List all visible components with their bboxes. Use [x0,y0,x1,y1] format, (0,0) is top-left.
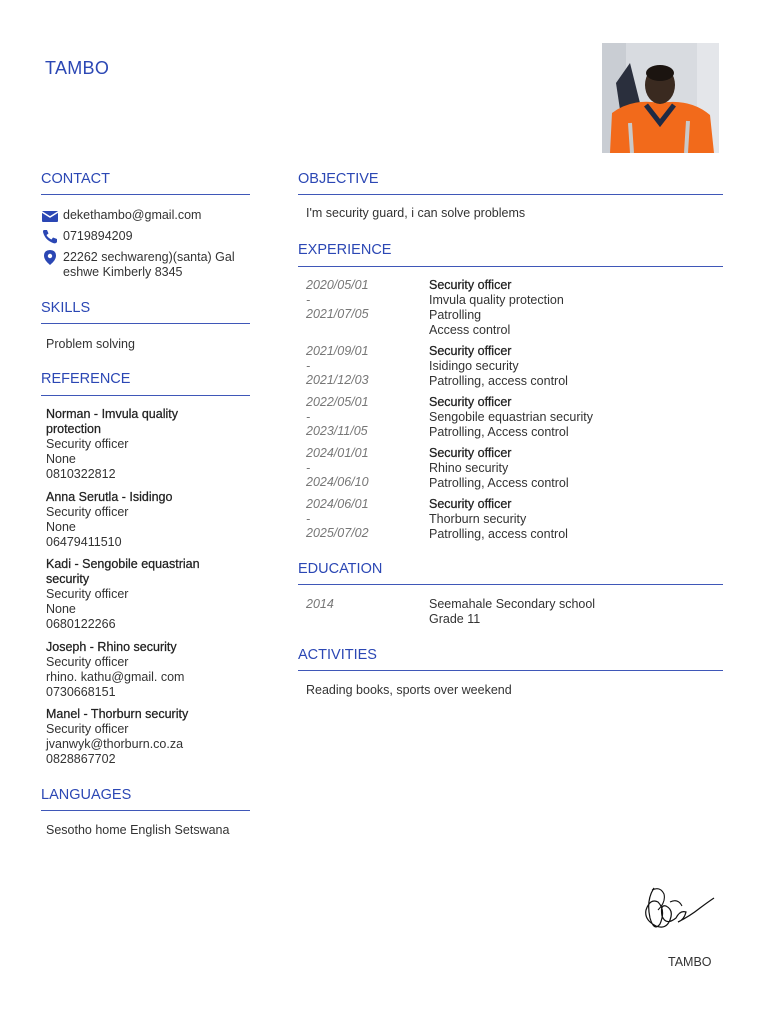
experience-start: 2022/05/01 [306,395,369,409]
reference-contact: jvanwyk@thorburn.co.za [46,737,184,751]
activities-divider [298,670,723,671]
experience-start: 2024/06/01 [306,497,369,511]
reference-contact: None [46,452,76,466]
skills-title: SKILLS [41,300,91,316]
reference-role: Security officer [46,505,129,519]
experience-dates [306,344,416,388]
contact-phone[interactable]: 0719894209 [63,229,133,243]
reference-divider [41,395,250,396]
contact-email[interactable]: dekethambo@gmail.com [63,208,202,222]
signature-image [640,880,720,940]
education-details [429,597,729,627]
experience-role: Security officer [429,344,512,358]
contact-address-line2: eshwe Kimberly 8345 [63,265,183,279]
experience-company: Sengobile equastrian security [429,410,593,424]
reference-contact: None [46,520,76,534]
languages-title: LANGUAGES [41,787,132,803]
signature-name: TAMBO [668,955,712,969]
reference-role: Security officer [46,722,129,736]
reference-phone: 0680122266 [46,617,116,631]
experience-duty: Patrolling, Access control [429,476,569,490]
experience-company: Rhino security [429,461,509,475]
reference-name: Joseph - Rhino security [46,640,177,654]
phone-icon [41,229,59,244]
reference-contact: rhino. kathu@gmail. com [46,670,185,684]
reference-phone: 0828867702 [46,752,116,766]
skills-divider [41,323,250,324]
experience-duty: Patrolling, access control [429,374,568,388]
experience-role: Security officer [429,395,512,409]
reference-item [46,707,246,767]
experience-duty: Patrolling, access control [429,527,568,541]
experience-role: Security officer [429,497,512,511]
reference-name: Kadi - Sengobile equastrian security [46,557,200,586]
activities-title: ACTIVITIES [298,647,377,663]
reference-phone: 0730668151 [46,685,116,699]
reference-role: Security officer [46,437,129,451]
reference-contact: None [46,602,76,616]
reference-title: REFERENCE [41,371,131,387]
objective-title: OBJECTIVE [298,171,379,187]
skill-item: Problem solving [46,337,135,351]
reference-name: Anna Serutla - Isidingo [46,490,173,504]
experience-duty: Access control [429,323,511,337]
reference-phone: 06479411510 [46,535,122,549]
education-school: Seemahale Secondary school [429,597,596,611]
experience-end: 2025/07/02 [306,526,369,540]
experience-end: 2021/07/05 [306,307,369,321]
experience-duty: Patrolling [429,308,482,322]
experience-details [429,395,729,440]
experience-end: 2023/11/05 [306,424,368,438]
experience-sep: - [306,358,311,373]
experience-details [429,278,729,338]
experience-company: Imvula quality protection [429,293,564,307]
contact-title: CONTACT [41,171,111,187]
experience-duty: Patrolling, Access control [429,425,569,439]
profile-photo [602,43,719,153]
education-grade: Grade 11 [429,612,481,626]
experience-sep: - [306,511,311,526]
envelope-icon [41,208,59,223]
experience-dates [306,278,416,322]
experience-start: 2020/05/01 [306,278,369,292]
objective-divider [298,194,723,195]
experience-company: Isidingo security [429,359,519,373]
experience-sep: - [306,460,311,475]
experience-dates [306,497,416,541]
objective-text: I'm security guard, i can solve problems [306,206,526,220]
experience-sep: - [306,409,311,424]
languages-divider [41,810,250,811]
contact-divider [41,194,250,195]
experience-role: Security officer [429,446,512,460]
education-year: 2014 [306,597,334,611]
reference-item [46,640,246,700]
contact-address-line1: 22262 sechwareng)(santa) Gal [63,250,235,264]
reference-phone: 0810322812 [46,467,116,481]
education-divider [298,584,723,585]
experience-end: 2021/12/03 [306,373,369,387]
contact-email-row [41,208,201,223]
experience-details [429,446,729,491]
reference-name: Manel - Thorburn security [46,707,189,721]
experience-company: Thorburn security [429,512,527,526]
contact-address-row [41,250,235,280]
experience-end: 2024/06/10 [306,475,369,489]
reference-item [46,407,246,482]
experience-divider [298,266,723,267]
languages-text: Sesotho home English Setswana [46,823,230,837]
experience-details [429,344,729,389]
reference-item [46,557,246,632]
experience-details [429,497,729,542]
experience-dates [306,395,416,439]
experience-dates [306,446,416,490]
resume-name: TAMBO [45,58,110,78]
experience-start: 2024/01/01 [306,446,369,460]
activities-text: Reading books, sports over weekend [306,683,512,697]
education-title: EDUCATION [298,561,383,577]
reference-role: Security officer [46,587,129,601]
reference-role: Security officer [46,655,129,669]
location-pin-icon [41,250,59,265]
contact-phone-row [41,229,133,244]
experience-sep: - [306,292,311,307]
contact-address [63,250,235,280]
reference-name: Norman - Imvula quality protection [46,407,178,436]
experience-role: Security officer [429,278,512,292]
experience-start: 2021/09/01 [306,344,369,358]
experience-title: EXPERIENCE [298,242,392,258]
reference-item [46,490,246,550]
profile-photo-image [602,43,719,153]
